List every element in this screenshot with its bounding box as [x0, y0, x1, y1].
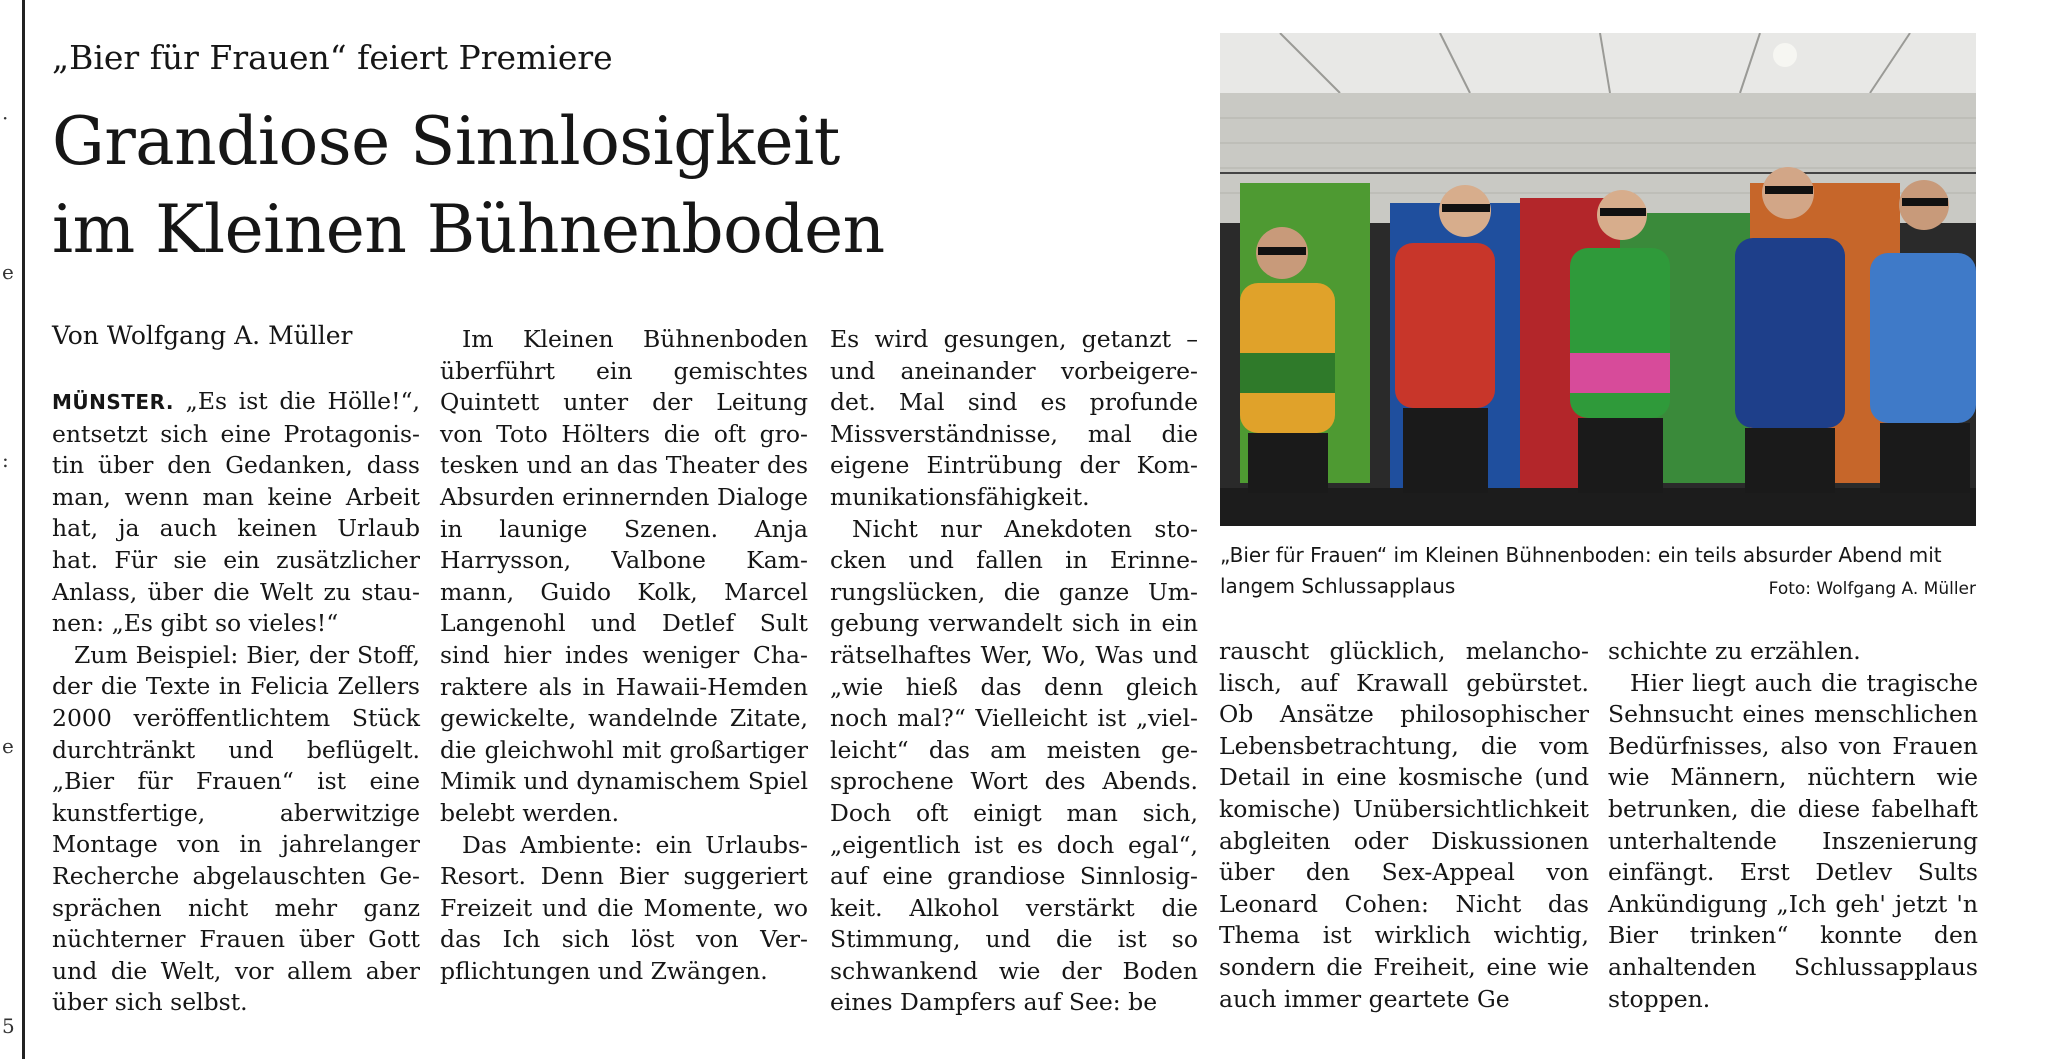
- edge-fragment: :: [2, 448, 9, 472]
- page-edge: [0, 0, 26, 1059]
- edge-fragment: ·: [2, 106, 9, 130]
- article-column-4: [1219, 636, 1589, 1015]
- article-column-3: [830, 324, 1198, 1019]
- edge-fragment: 5: [2, 1014, 15, 1038]
- photo-caption: „Bier für Frauen“ im Kleinen Bühnenboden: ein teils absurder Abend mit langem Schlussapplaus: [1220, 543, 1942, 598]
- article-column-2: [440, 324, 808, 987]
- paragraph: schichte zu erzählen.: [1608, 637, 1861, 665]
- kicker: „Bier für Frauen“ feiert Premiere: [52, 38, 613, 77]
- edge-fragment: e: [2, 260, 14, 284]
- stage-photo-illustration: [1220, 33, 1976, 526]
- paragraph: Hier liegt auch die tragische Sehnsucht eines menschlichen Bedürfnisses, also von Frauen wie Männern, nüchtern wie betrunken, die diese fabelhaft unterhaltende Inszenierung einfängt. Erst Detlev Sults Ankündigung „Ich geh' jetzt 'n Bier trinken“ konnte den anhaltenden Schlussapplaus stoppen.: [1608, 668, 1978, 1013]
- headline-line: Grandiose Sinnlosigkeit: [52, 103, 840, 180]
- paragraph-text: „Es ist die Hölle!“, entsetzt sich eine Protagonistin über den Gedanken, dass man, wenn man keine Arbeit hat, ja auch keinen Urlaub hat. Für sie ein zusätzlicher Anlass, über die Welt zu staunen: „Es gibt so vieles!“: [52, 387, 420, 638]
- paragraph: Es wird gesungen, getanzt – und aneinander vorbeigeredet. Mal sind es profunde Missverständnisse, mal die eigene Eintrübung der Kommunikationsfähigkeit.: [830, 325, 1198, 511]
- headline: [52, 98, 885, 274]
- paragraph: rauscht glücklich, melancholisch, auf Krawall gebürstet. Ob Ansätze philosophischer Lebensbetrachtung, die vom Detail in eine kosmische (und komische) Unübersichtlichkeit abgleiten oder Diskussionen über den Sex-Appeal von Leonard Cohen: Nicht das Thema ist wirklich wichtig, sondern die Freiheit, eine wie auch immer geartete Ge: [1219, 637, 1589, 1013]
- photo-credit: Foto: Wolfgang A. Müller: [1768, 579, 1976, 599]
- headline-line: im Kleinen Bühnenboden: [52, 191, 885, 268]
- paragraph: Im Kleinen Bühnenboden überführt ein gemischtes Quintett unter der Leitung von Toto Hölters die oft grotesken und an das Theater des Absurden erinnernden Dialoge in launige Szenen. Anja Harrysson, Valbone Kammann, Guido Kolk, Marcel Langenohl und Detlef Sult sind hier indes weniger Charaktere als in Hawaii-Hemden gewickelte, wandelnde Zitate, die gleichwohl mit großartiger Mimik und dynamischem Spiel belebt werden.: [440, 325, 808, 827]
- paragraph: [52, 386, 420, 640]
- byline: Von Wolfgang A. Müller: [52, 321, 353, 350]
- edge-fragment: e: [2, 734, 14, 758]
- article-column-1: [52, 386, 420, 1019]
- stage-photo: [1220, 33, 1976, 526]
- column-rule: [22, 0, 25, 1059]
- paragraph: Nicht nur Anekdoten stocken und fallen in Erinnerungslücken, die ganze Umgebung verwandelt sich in ein rätselhaftes Wer, Wo, Was und „wie hieß das denn gleich noch mal?“ Vielleicht ist „vielleicht“ das am meisten gesprochene Wort des Abends. Doch oft einigt man sich, „eigentlich ist es doch egal“, auf eine grandiose Sinnlosigkeit. Alkohol verstärkt die Stimmung, und die ist so schwankend wie der Boden eines Dampfers auf See: be: [830, 514, 1198, 1017]
- paragraph: Das Ambiente: ein Urlaubs-Resort. Denn Bier suggeriert Freizeit und die Momente, wo das Ich sich löst von Verpflichtungen und Zwängen.: [440, 830, 808, 985]
- paragraph: Zum Beispiel: Bier, der Stoff, der die Texte in Felicia Zellers 2000 veröffentlichtem Stück durchtränkt und beflügelt. „Bier für Frauen“ ist eine kunstfertige, aberwitzige Montage von in jahrelanger Recherche abgelauschten Gesprächen nicht mehr ganz nüchterner Frauen über Gott und die Welt, vor allem aber über sich selbst.: [52, 640, 420, 1017]
- dateline: MÜNSTER.: [52, 390, 174, 414]
- article-column-5: [1608, 636, 1978, 1015]
